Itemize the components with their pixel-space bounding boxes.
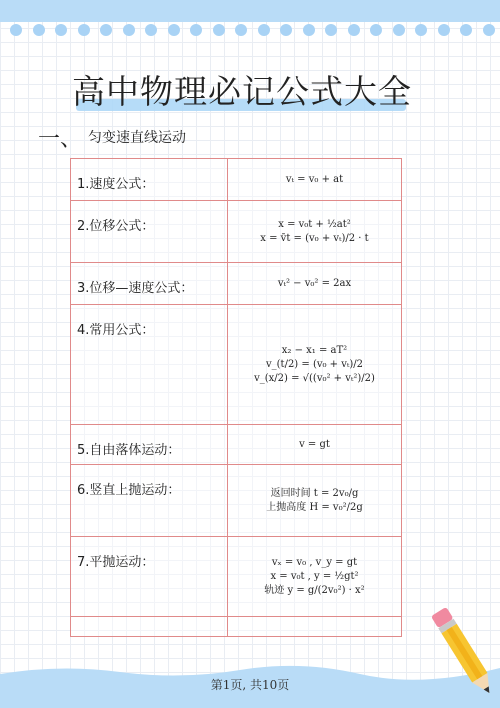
formula-line: vₜ = v₀ + at — [285, 173, 344, 185]
formula-label: 6.竖直上抛运动： — [71, 465, 228, 537]
section-label: 匀变速直线运动 — [88, 130, 187, 146]
pencil-icon — [430, 600, 500, 708]
table-row — [71, 305, 402, 425]
binder-hole — [235, 24, 247, 36]
formula-label: 3.位移—速度公式： — [71, 263, 228, 305]
formula-table — [70, 158, 402, 637]
formula-cell — [228, 465, 402, 537]
formula-line: 返回时间 t = 2v₀/g — [270, 487, 359, 499]
table-row — [71, 159, 402, 201]
formula-line: 轨迹 y = g/(2v₀²) · x² — [264, 584, 365, 596]
binder-hole — [145, 24, 157, 36]
binder-hole — [123, 24, 135, 36]
binder-hole — [303, 24, 315, 36]
page-title-text: 高中物理必记公式大全 — [72, 72, 412, 111]
binder-hole — [325, 24, 337, 36]
binder-hole — [100, 24, 112, 36]
binder-hole — [438, 24, 450, 36]
table-row — [71, 263, 402, 305]
binder-hole — [370, 24, 382, 36]
formula-label: 5.自由落体运动： — [71, 425, 228, 465]
formula-line: v_(t/2) = (v₀ + vₜ)/2 — [266, 358, 363, 370]
binder-hole — [258, 24, 270, 36]
formula-cell — [228, 425, 402, 465]
binder-hole — [280, 24, 292, 36]
binder-hole — [168, 24, 180, 36]
section-number: 一、 — [38, 126, 83, 152]
formula-label: 7.平抛运动： — [71, 537, 228, 617]
page-title — [72, 72, 412, 112]
formula-label: 1.速度公式： — [71, 159, 228, 201]
formula-line: vₜ² − v₀² = 2ax — [277, 277, 352, 289]
top-decorative-band — [0, 0, 500, 22]
binder-hole — [190, 24, 202, 36]
binder-hole — [78, 24, 90, 36]
formula-cell — [228, 537, 402, 617]
table-row — [71, 425, 402, 465]
binder-hole — [393, 24, 405, 36]
formula-line: x = v₀t , y = ½gt² — [270, 570, 359, 582]
formula-line: v = gt — [299, 438, 330, 450]
formula-cell — [228, 617, 402, 637]
formula-cell — [228, 263, 402, 305]
binder-hole — [213, 24, 225, 36]
table-row — [71, 537, 402, 617]
formula-cell — [228, 305, 402, 425]
formula-line: x₂ − x₁ = aT² — [281, 344, 348, 356]
formula-line: vₓ = v₀ , v_y = gt — [271, 556, 358, 568]
table-row — [71, 465, 402, 537]
formula-line: v_(x/2) = √((v₀² + vₜ²)/2) — [254, 372, 375, 384]
formula-cell — [228, 159, 402, 201]
binder-hole — [483, 24, 495, 36]
formula-cell — [228, 201, 402, 263]
binder-hole — [55, 24, 67, 36]
page-footer: 第1页, 共10页 — [210, 678, 290, 692]
binder-hole — [415, 24, 427, 36]
binder-hole — [33, 24, 45, 36]
formula-line: x = v₀t + ½at² — [278, 218, 351, 230]
formula-label: 2.位移公式： — [71, 201, 228, 263]
table-row — [71, 617, 402, 637]
binder-hole — [460, 24, 472, 36]
formula-line: x = v̄t = (v₀ + vₜ)/2 · t — [260, 232, 369, 244]
binder-hole — [348, 24, 360, 36]
section-heading — [38, 124, 186, 150]
formula-label — [71, 617, 228, 637]
binder-holes — [0, 24, 500, 40]
binder-hole — [10, 24, 22, 36]
table-row — [71, 201, 402, 263]
formula-label: 4.常用公式： — [71, 305, 228, 425]
formula-line: 上抛高度 H = v₀²/2g — [266, 501, 363, 513]
